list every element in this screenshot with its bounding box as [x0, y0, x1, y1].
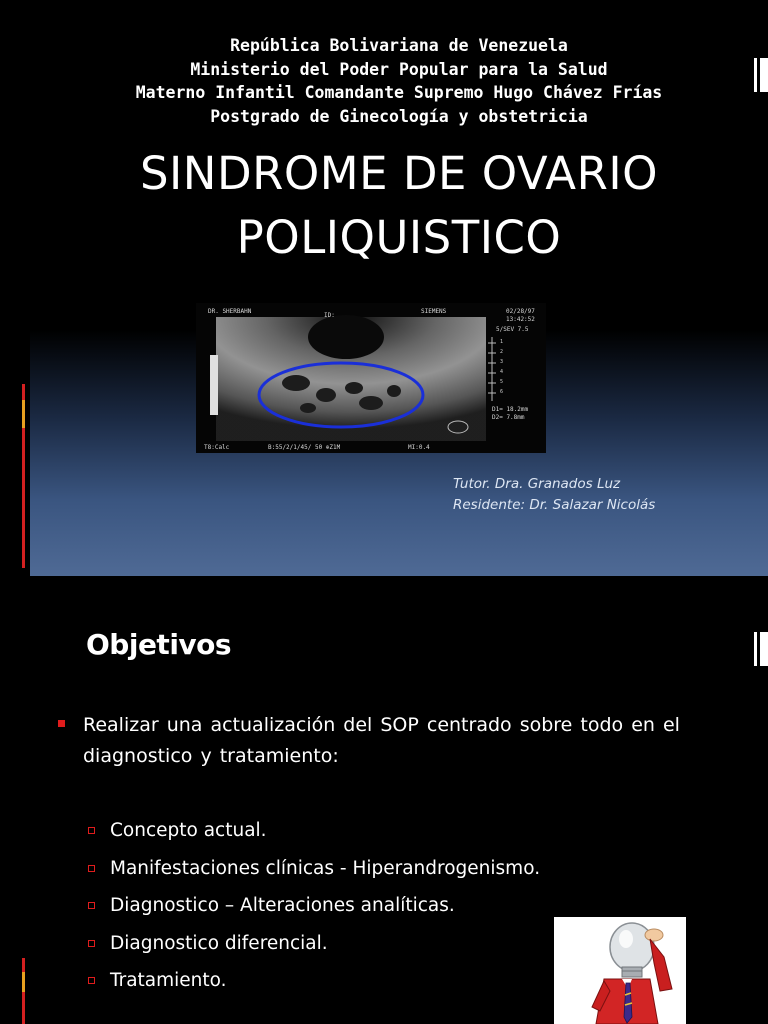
us-label: MI:0.4	[408, 444, 430, 451]
tutor-line: Tutor. Dra. Granados Luz	[453, 476, 621, 492]
svg-text:6: 6	[500, 389, 504, 395]
us-label: D2= 7.8mm	[492, 414, 525, 421]
us-label: SIEMENS	[421, 308, 447, 315]
resident-line: Residente: Dr. Salazar Nicolás	[453, 497, 656, 513]
bladder-region	[308, 315, 384, 359]
left-strip	[0, 0, 30, 576]
header-line: República Bolivariana de Venezuela	[230, 36, 568, 55]
list-item-text: Manifestaciones clínicas - Hiperandrogenismo.	[110, 857, 541, 879]
list-item	[88, 816, 540, 854]
main-bullet-text: Realizar una actualización del SOP centrado sobre todo en el diagnostico y tratamiento:	[83, 714, 680, 767]
left-strip	[0, 576, 30, 1024]
us-label: B:55/2/1/45/ 50 ⊕Z1M	[268, 444, 341, 451]
ultrasound-graphic	[196, 303, 546, 453]
title-line-2: POLIQUISTICO	[236, 211, 562, 264]
us-label: D1= 18.2mm	[492, 406, 529, 413]
accent-marker	[22, 428, 25, 568]
sub-bullet-list	[88, 816, 540, 1004]
list-item-text: Concepto actual.	[110, 820, 267, 841]
ultrasound-image	[196, 303, 546, 453]
list-item	[88, 929, 540, 967]
bullet-square-icon	[58, 720, 65, 727]
decorative-bar	[754, 632, 768, 666]
accent-marker	[22, 972, 25, 992]
us-label: 13:42:52	[506, 316, 535, 323]
accent-marker	[22, 400, 25, 428]
header-line: Postgrado de Ginecología y obstetricia	[210, 106, 588, 126]
grayscale-bar	[210, 355, 218, 415]
header-line: Materno Infantil Comandante Supremo Hugo Chávez Frías	[135, 83, 663, 102]
slide-title	[30, 142, 768, 270]
header-line: Ministerio del Poder Popular para la Salud	[190, 59, 608, 79]
svg-text:4: 4	[500, 369, 504, 375]
accent-marker	[22, 384, 25, 400]
us-label: 02/28/97	[506, 308, 535, 315]
institution-header	[30, 34, 768, 128]
hollow-square-icon	[88, 902, 95, 909]
us-label: DR. SHERBAHN	[208, 308, 252, 315]
hollow-square-icon	[88, 977, 95, 984]
objectives-title: Objetivos	[86, 628, 232, 661]
main-bullet	[58, 710, 718, 772]
list-item	[88, 854, 540, 892]
us-label: T8:Calc	[204, 444, 230, 451]
us-label: ID:	[324, 312, 335, 319]
accent-marker	[22, 958, 25, 972]
us-label: 5/SEV 7.5	[496, 326, 529, 333]
hollow-square-icon	[88, 940, 95, 947]
list-item	[88, 966, 540, 1004]
objectives-slide	[0, 576, 768, 1024]
hollow-square-icon	[88, 827, 95, 834]
title-line-1: SINDROME DE OVARIO	[139, 147, 659, 200]
svg-text:3: 3	[500, 359, 504, 365]
list-item-text: Tratamiento.	[110, 970, 227, 991]
list-item-text: Diagnostico – Alteraciones analíticas.	[110, 895, 455, 916]
list-item	[88, 891, 540, 929]
list-item-text: Diagnostico diferencial.	[110, 932, 328, 954]
svg-text:5: 5	[500, 379, 504, 385]
credits	[453, 474, 655, 516]
svg-text:2: 2	[500, 349, 504, 355]
hollow-square-icon	[88, 865, 95, 872]
svg-text:1: 1	[500, 339, 504, 345]
accent-marker	[22, 992, 25, 1024]
lightbulb-head-figure-icon	[554, 917, 686, 1024]
